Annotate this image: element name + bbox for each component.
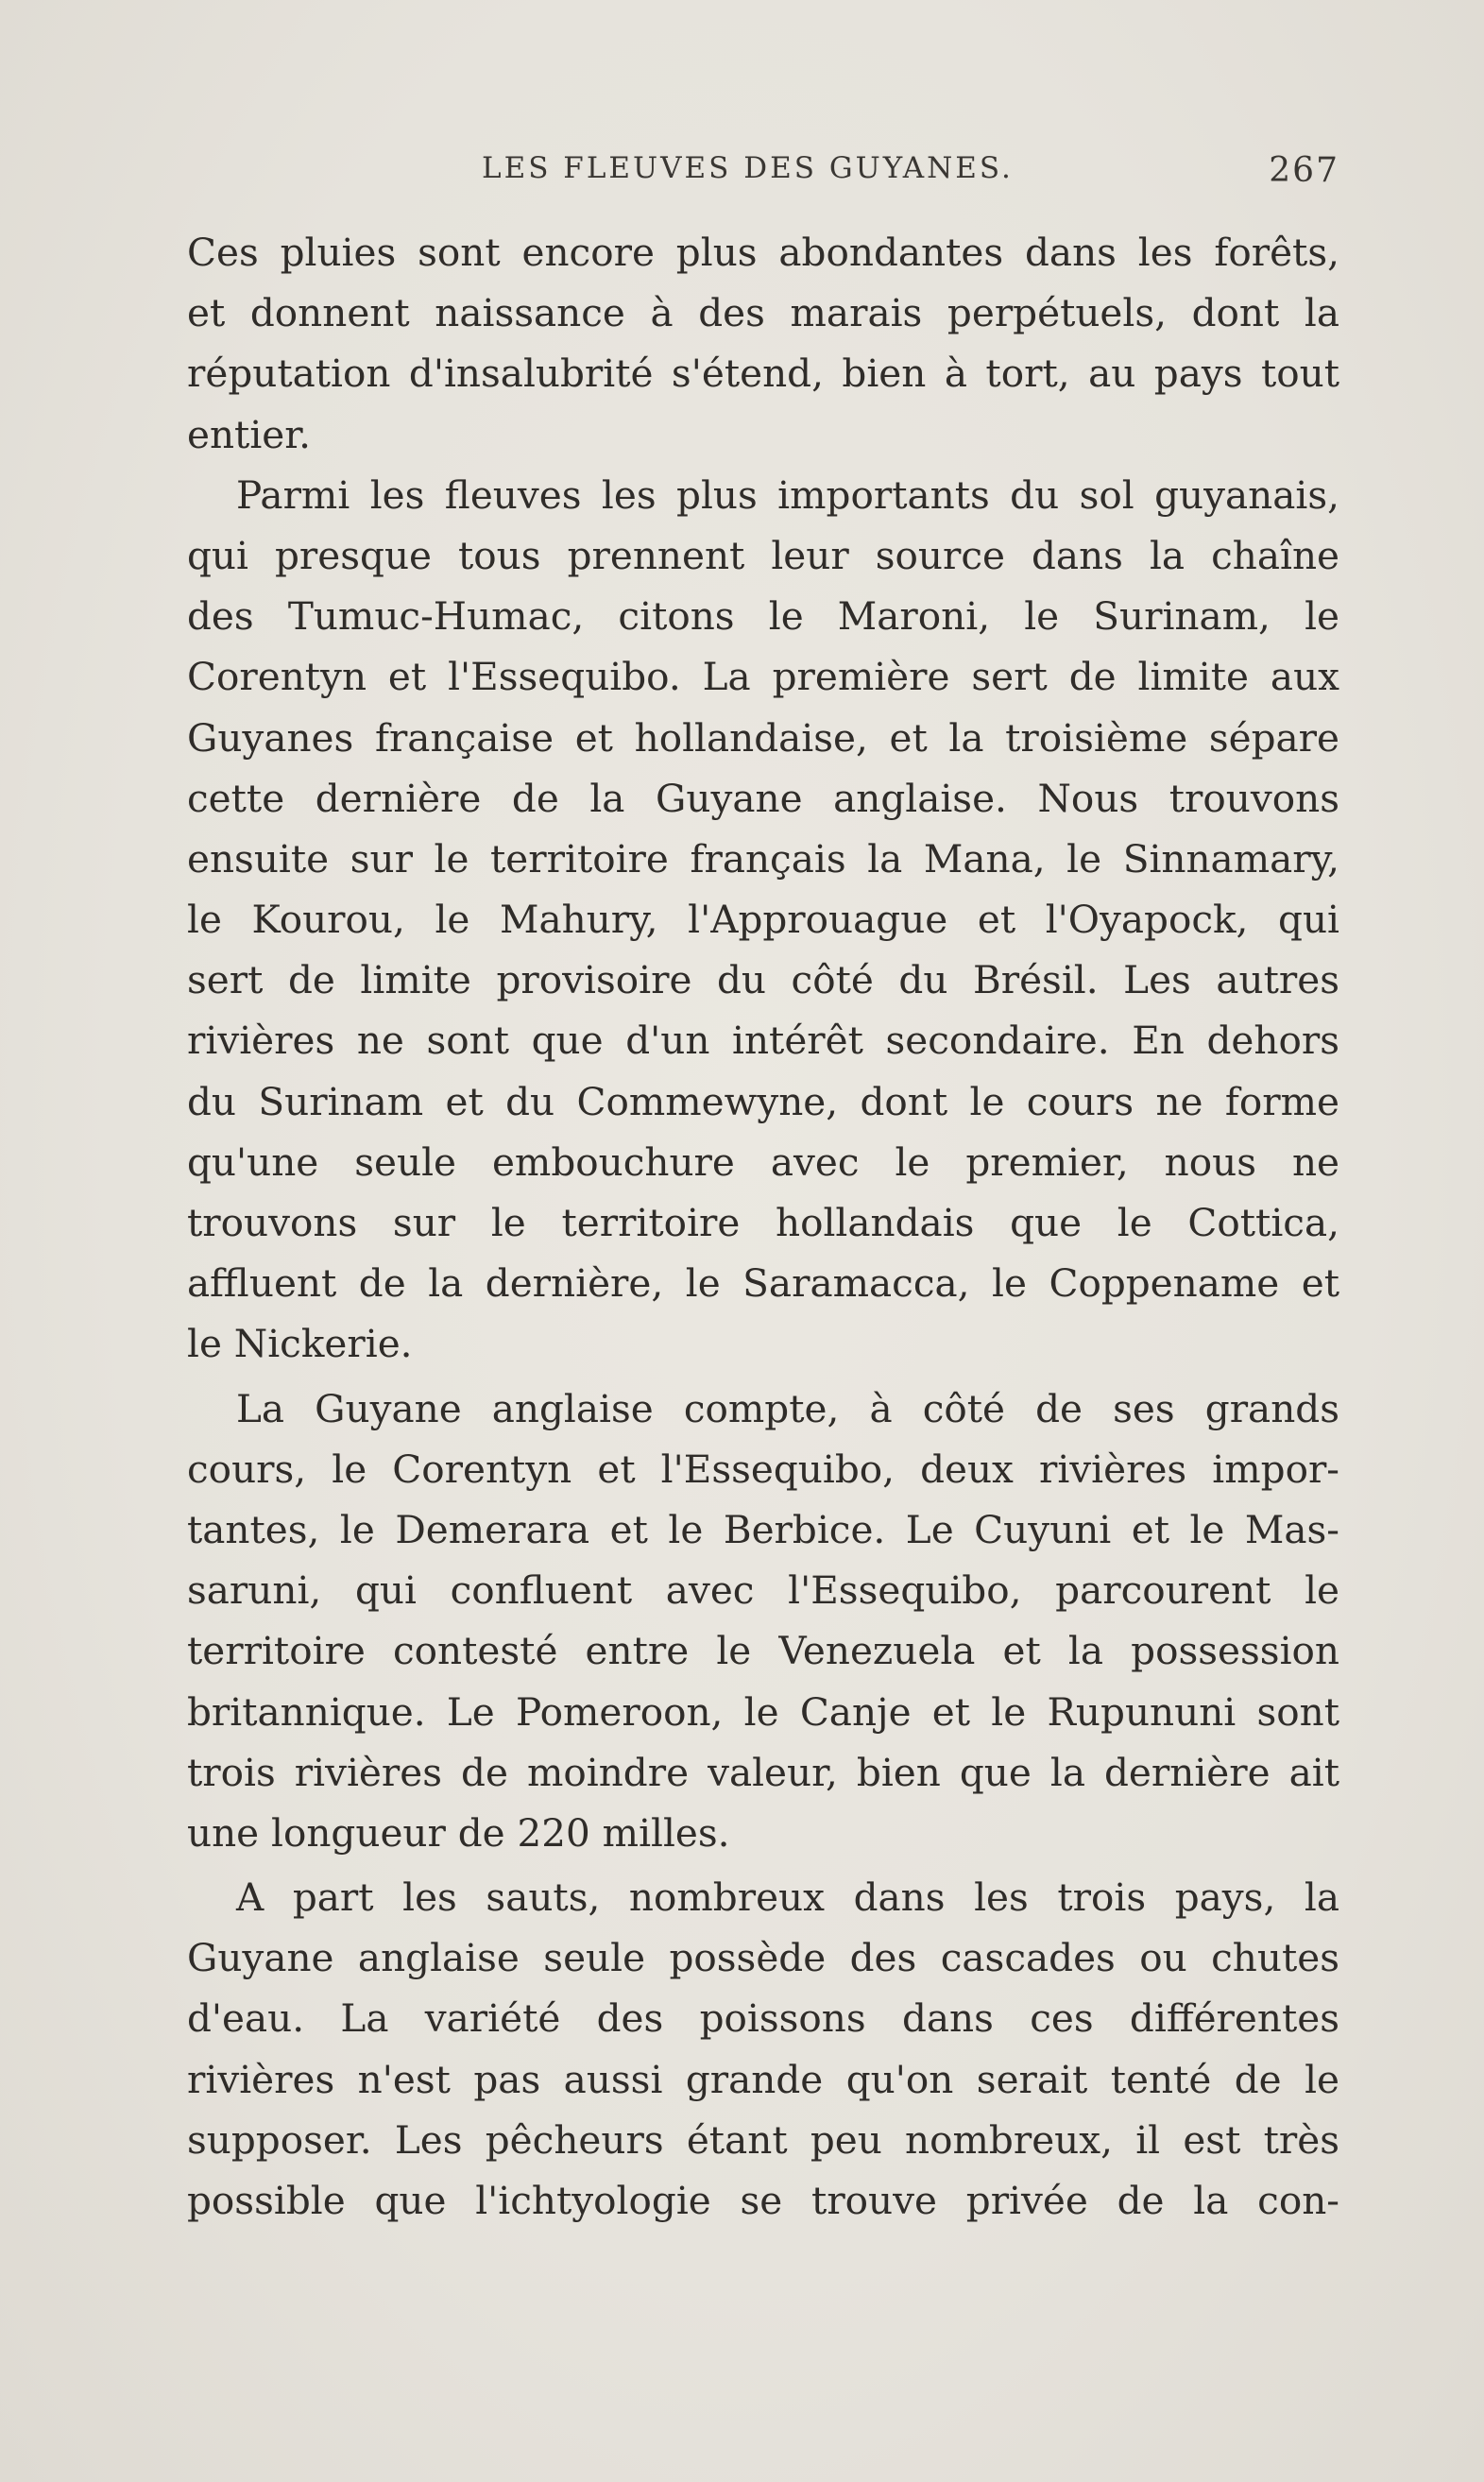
text-line: d'eau. La variété des poissons dans ces différentes	[187, 1995, 1339, 2042]
text-line: le Nickerie.	[187, 1321, 413, 1367]
text-line: sert de limite provisoire du côté du Brésil. Les autres	[187, 957, 1339, 1003]
text-line: trois rivières de moindre valeur, bien que la dernière ait	[187, 1749, 1339, 1795]
body-text	[187, 222, 1339, 2231]
text-line: cours, le Corentyn et l'Essequibo, deux rivières impor-	[187, 1446, 1339, 1492]
text-line: La Guyane anglaise compte, à côté de ses grands	[236, 1385, 1339, 1431]
text-line: Guyane anglaise seule possède des cascades ou chutes	[187, 1935, 1339, 1981]
text-line: rivières ne sont que d'un intérêt secondaire. En dehors	[187, 1018, 1339, 1064]
paragraph-3	[187, 1378, 1339, 1864]
text-line: supposer. Les pêcheurs étant peu nombreux, il est très	[187, 2116, 1339, 2163]
text-line: le Kourou, le Mahury, l'Approuague et l'Oyapock, qui	[187, 897, 1339, 943]
paragraph-1	[187, 222, 1339, 465]
text-line: du Surinam et du Commewyne, dont le cours ne forme	[187, 1078, 1339, 1124]
text-line: réputation d'insalubrité s'étend, bien à tort, au pays tout	[187, 351, 1339, 397]
text-line: territoire contesté entre le Venezuela et la possession	[187, 1628, 1339, 1674]
page-header	[187, 151, 1339, 208]
text-line: rivières n'est pas aussi grande qu'on serait tenté de le	[187, 2056, 1339, 2102]
text-line: Ces pluies sont encore plus abondantes dans les forêts,	[187, 230, 1339, 275]
text-line: des Tumuc-Humac, citons le Maroni, le Surinam, le	[187, 593, 1339, 640]
text-line: tantes, le Demerara et le Berbice. Le Cuyuni et le Mas-	[187, 1506, 1339, 1552]
text-line: Guyanes française et hollandaise, et la troisième sépare	[187, 714, 1339, 761]
page-number: 267	[1269, 151, 1339, 190]
text-line: britannique. Le Pomeroon, le Canje et le Rupununi sont	[187, 1688, 1339, 1735]
text-line: possible que l'ichtyologie se trouve privée de la con-	[187, 2178, 1339, 2223]
text-line: trouvons sur le territoire hollandais que le Cottica,	[187, 1200, 1339, 1245]
text-line: Corentyn et l'Essequibo. La première sert de limite aux	[187, 654, 1339, 700]
text-line: A part les sauts, nombreux dans les trois pays, la	[236, 1874, 1339, 1921]
text-line: qu'une seule embouchure avec le premier, nous ne	[187, 1138, 1339, 1185]
text-line: qui presque tous prennent leur source dans la chaîne	[187, 532, 1339, 578]
paragraph-2	[187, 465, 1339, 1375]
text-line: cette dernière de la Guyane anglaise. Nous trouvons	[187, 775, 1339, 821]
text-line: Parmi les fleuves les plus importants du sol guyanais,	[236, 471, 1339, 518]
running-title: LES FLEUVES DES GUYANES.	[482, 151, 1014, 185]
text-line: ensuite sur le territoire français la Mana, le Sinnamary,	[187, 835, 1339, 882]
paragraph-4	[187, 1867, 1339, 2231]
text-line: saruni, qui confluent avec l'Essequibo, parcourent le	[187, 1567, 1339, 1614]
text-line: affluent de la dernière, le Saramacca, le Coppename et	[187, 1260, 1339, 1307]
text-line: et donnent naissance à des marais perpétuels, dont la	[187, 290, 1339, 336]
text-line: une longueur de 220 milles.	[187, 1809, 730, 1856]
text-line: entier.	[187, 411, 312, 457]
